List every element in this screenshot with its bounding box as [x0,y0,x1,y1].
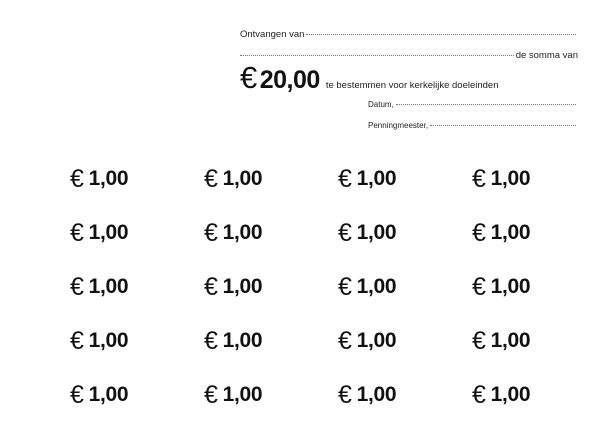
coupon-value: 1,00 [88,167,129,190]
received-from-row [240,29,578,40]
coupon-euro-symbol: € [338,380,352,409]
coupon-euro-symbol: € [70,326,84,355]
coupon-euro-symbol: € [204,164,218,193]
coupon [472,152,600,206]
coupon-value: 1,00 [222,275,263,298]
coupon-value: 1,00 [356,275,397,298]
coupon-value: 1,00 [490,275,531,298]
coupon [204,152,338,206]
coupon [204,368,338,422]
coupon [70,206,204,260]
coupon-euro-symbol: € [204,218,218,247]
coupon-value: 1,00 [88,221,129,244]
total-amount-value: 20,00 [259,66,320,94]
treasurer-label: Penningmeester, [368,121,429,130]
coupon-euro-symbol: € [338,326,352,355]
coupon-euro-symbol: € [472,380,486,409]
coupon [70,260,204,314]
coupon-value: 1,00 [356,383,397,406]
coupon-value: 1,00 [356,167,397,190]
coupon-euro-symbol: € [70,164,84,193]
coupon-grid [70,152,600,422]
coupon-euro-symbol: € [472,272,486,301]
date-label: Datum, [368,100,394,109]
coupon-value: 1,00 [490,329,531,352]
coupon-value: 1,00 [222,167,263,190]
received-from-line[interactable] [306,34,576,35]
coupon [204,260,338,314]
coupon-euro-symbol: € [338,164,352,193]
coupon-value: 1,00 [490,221,531,244]
coupon-euro-symbol: € [338,218,352,247]
coupon-euro-symbol: € [338,272,352,301]
coupon [204,314,338,368]
coupon [472,260,600,314]
date-line[interactable] [396,104,576,105]
coupon-euro-symbol: € [70,380,84,409]
coupon-euro-symbol: € [204,326,218,355]
sum-of-line[interactable] [240,55,514,56]
receipt-header [0,0,600,150]
coupon-value: 1,00 [222,221,263,244]
euro-symbol: € [240,60,257,95]
coupon-value: 1,00 [490,167,531,190]
date-row [368,100,578,109]
purpose-text: te bestemmen voor kerkelijke doeleinden [325,80,499,91]
coupon [338,206,472,260]
coupon-euro-symbol: € [472,218,486,247]
coupon [70,152,204,206]
coupon [338,314,472,368]
amount-row [240,60,499,96]
coupon-euro-symbol: € [472,326,486,355]
coupon-euro-symbol: € [472,164,486,193]
received-from-label: Ontvangen van [240,29,305,40]
coupon [472,314,600,368]
coupon-value: 1,00 [88,383,129,406]
coupon-value: 1,00 [356,329,397,352]
coupon [338,260,472,314]
coupon-euro-symbol: € [204,272,218,301]
coupon [338,368,472,422]
coupon-euro-symbol: € [70,218,84,247]
coupon-value: 1,00 [356,221,397,244]
sum-of-label: de somma van [515,50,578,61]
coupon-value: 1,00 [88,329,129,352]
coupon-value: 1,00 [490,383,531,406]
coupon-value: 1,00 [88,275,129,298]
coupon [70,314,204,368]
coupon-value: 1,00 [222,383,263,406]
coupon [472,368,600,422]
treasurer-row [368,121,578,130]
coupon [472,206,600,260]
treasurer-line[interactable] [430,125,576,126]
coupon-euro-symbol: € [204,380,218,409]
coupon-euro-symbol: € [70,272,84,301]
coupon [70,368,204,422]
total-amount [240,60,320,96]
coupon [204,206,338,260]
coupon-value: 1,00 [222,329,263,352]
coupon [338,152,472,206]
